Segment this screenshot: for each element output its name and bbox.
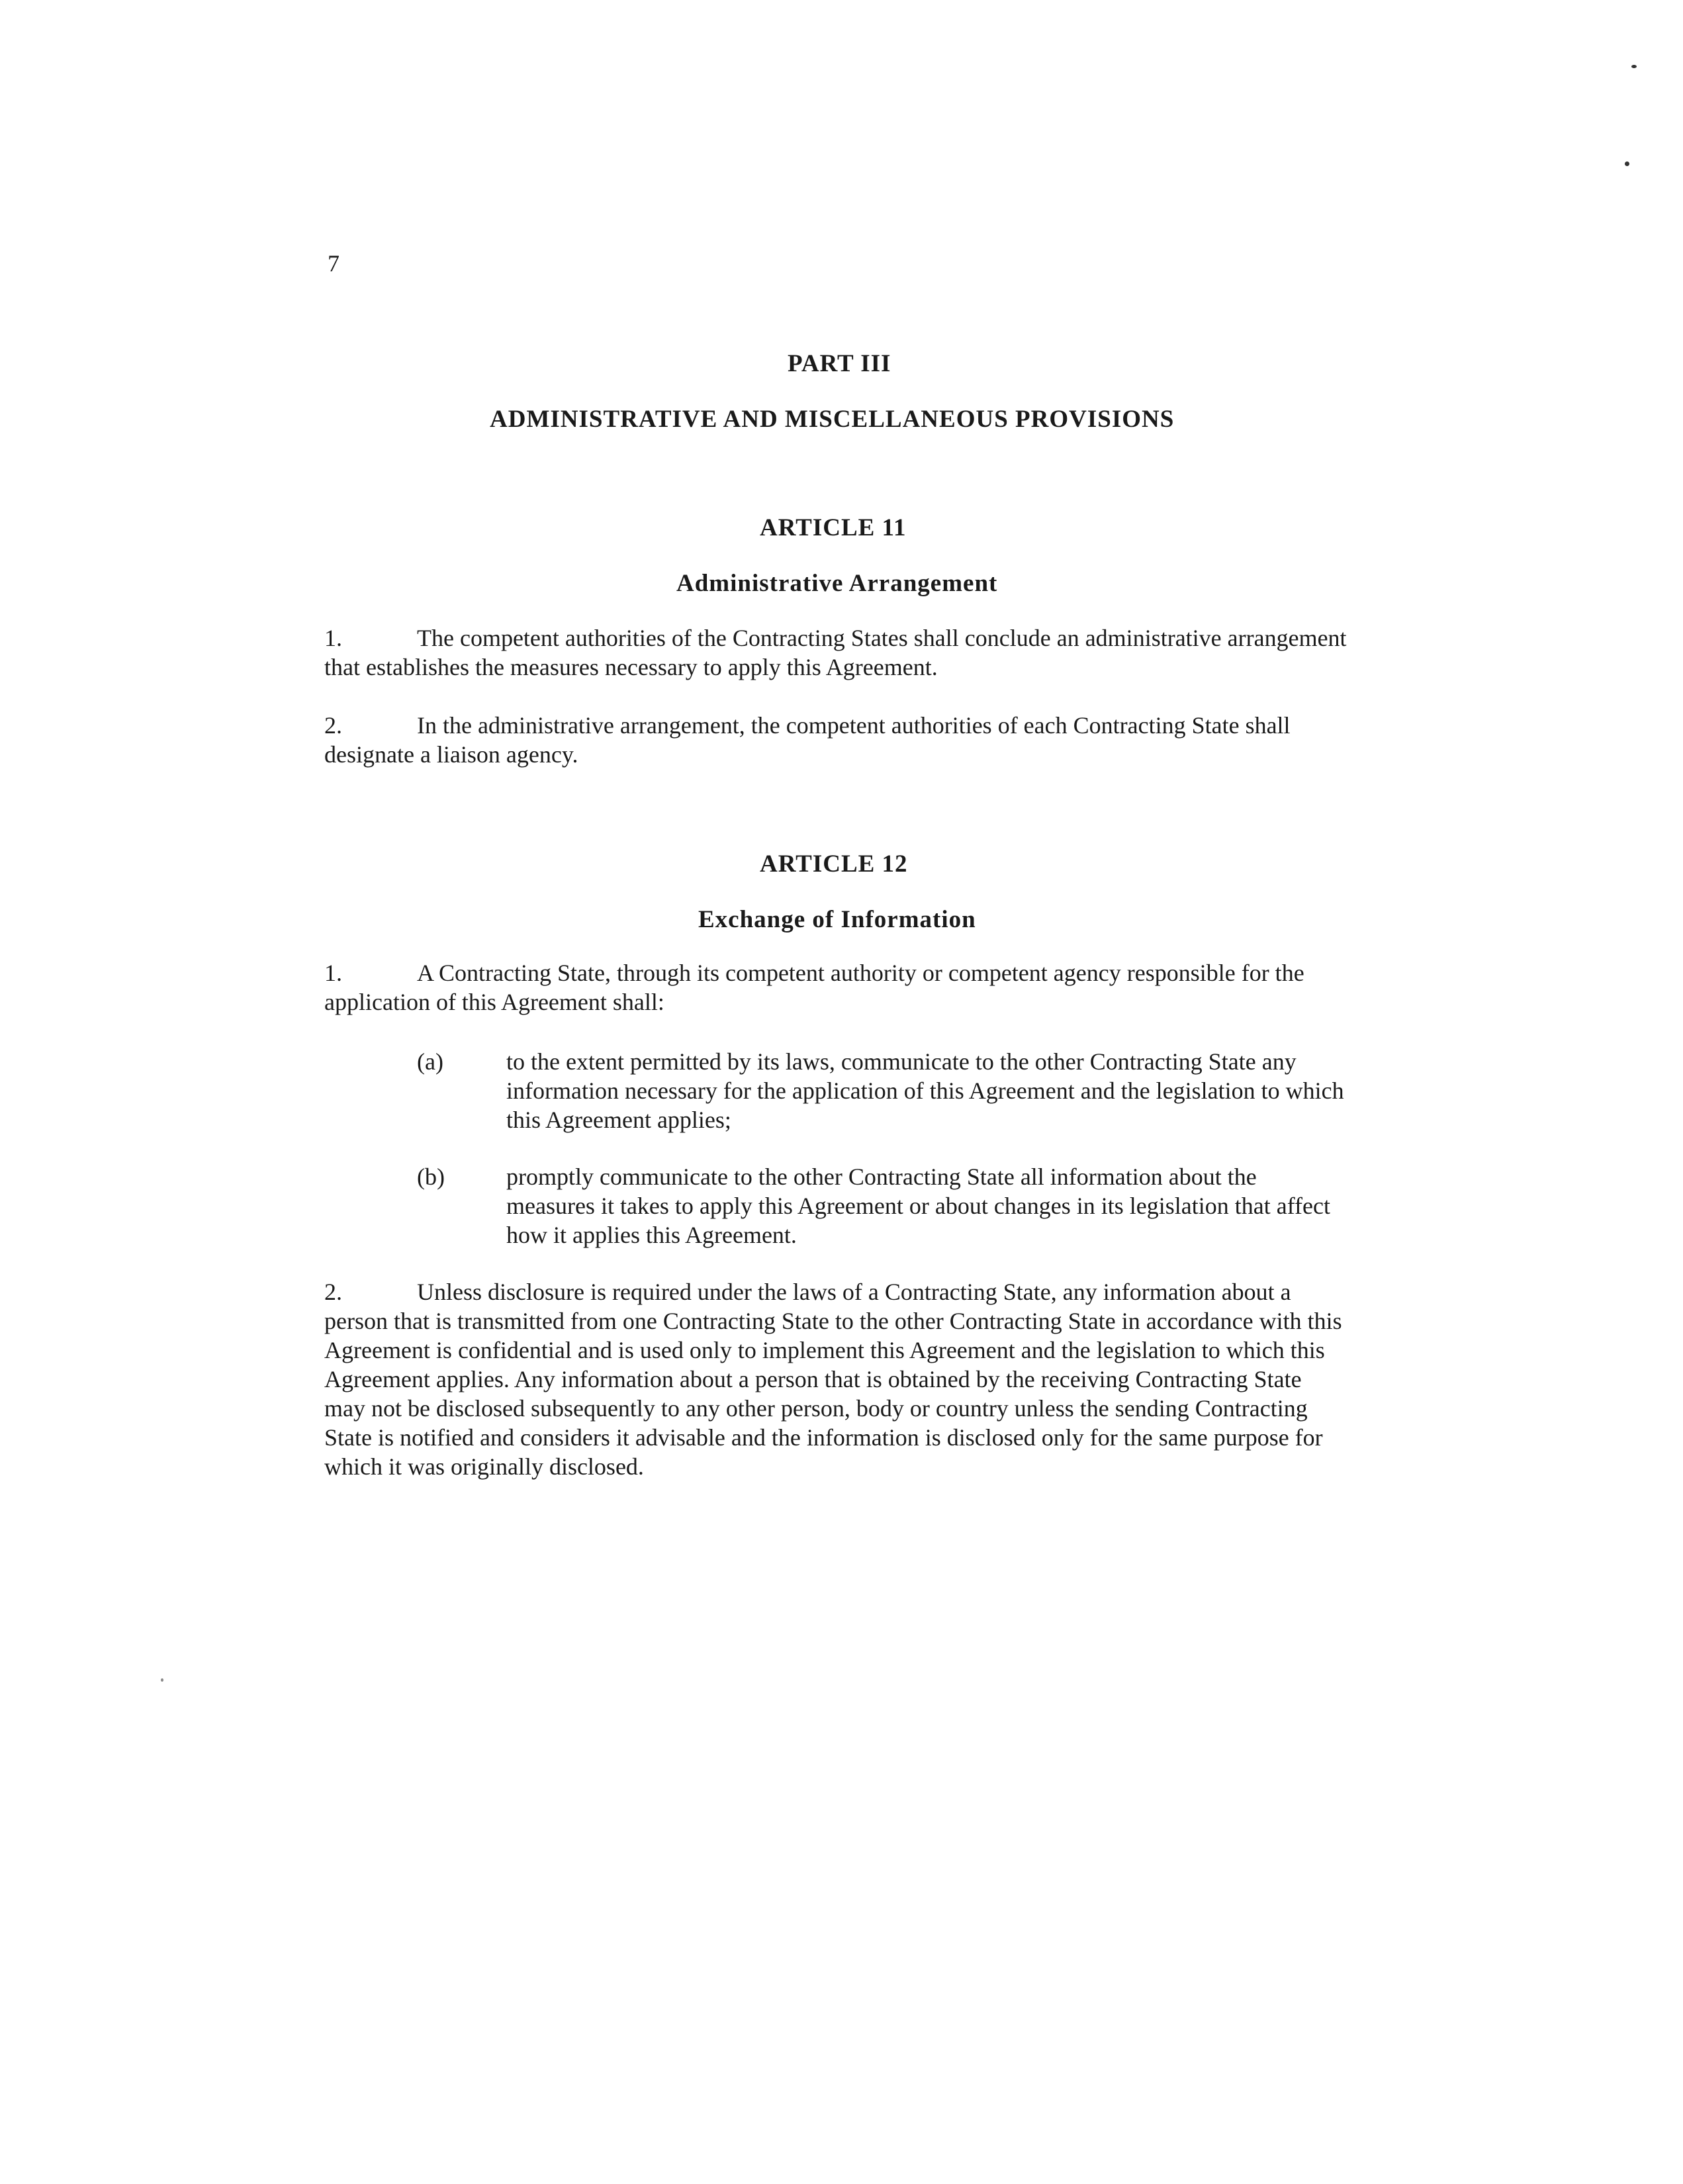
subparagraph-text: promptly communicate to the other Contracting State all information about the measures it takes to apply this Agreement or about changes in its legislation that affect how it applies this Agreement.	[506, 1163, 1331, 1248]
subparagraph-label: (b)	[417, 1163, 445, 1190]
scan-speck	[1631, 65, 1637, 68]
scan-speck	[161, 1678, 163, 1682]
paragraph-number: 1.	[324, 960, 342, 986]
page-number: 7	[328, 250, 340, 277]
part-heading: PART III	[788, 350, 891, 377]
article-11-paragraph-1	[324, 623, 1347, 682]
article-12-paragraph-2	[324, 1277, 1347, 1481]
article-12-paragraph-1	[324, 958, 1347, 1017]
paragraph-text: A Contracting State, through its competent authority or competent agency responsible for the application of this Agreement shall:	[324, 960, 1304, 1015]
article-12-heading: ARTICLE 12	[760, 850, 908, 878]
article-12-title: Exchange of Information	[698, 906, 976, 933]
article-11-paragraph-2	[324, 711, 1347, 769]
article-11-heading: ARTICLE 11	[760, 514, 907, 541]
paragraph-number: 2.	[324, 712, 342, 739]
paragraph-text: In the administrative arrangement, the competent authorities of each Contracting State shall designate a liaison agency.	[324, 712, 1291, 768]
article-11-title: Administrative Arrangement	[676, 570, 998, 597]
part-title: ADMINISTRATIVE AND MISCELLANEOUS PROVISIONS	[490, 406, 1175, 433]
paragraph-number: 1.	[324, 625, 342, 651]
scan-speck	[1625, 161, 1629, 166]
subparagraph-label: (a)	[417, 1048, 443, 1075]
article-12-subparagraph-b	[417, 1162, 1357, 1250]
paragraph-number: 2.	[324, 1279, 342, 1305]
subparagraph-text: to the extent permitted by its laws, communicate to the other Contracting State any information necessary for the application of this Agreement and the legislation to which this Agreement applies;	[506, 1048, 1344, 1133]
paragraph-text: The competent authorities of the Contracting States shall conclude an administrative arrangement that establishes the measures necessary to apply this Agreement.	[324, 625, 1347, 680]
article-12-subparagraph-a	[417, 1047, 1357, 1134]
paragraph-text: Unless disclosure is required under the laws of a Contracting State, any information about a person that is transmitted from one Contracting State to the other Contracting State in accordance with this Agreement is confidential and is used only to implement this Agreement and the legislation to which this Agreement applies. Any information about a person that is obtained by the receiving Contracting State may not be disclosed subsequently to any other person, body or country unless the sending Contracting State is notified and considers it advisable and the information is disclosed only for the same purpose for which it was originally disclosed.	[324, 1279, 1342, 1480]
